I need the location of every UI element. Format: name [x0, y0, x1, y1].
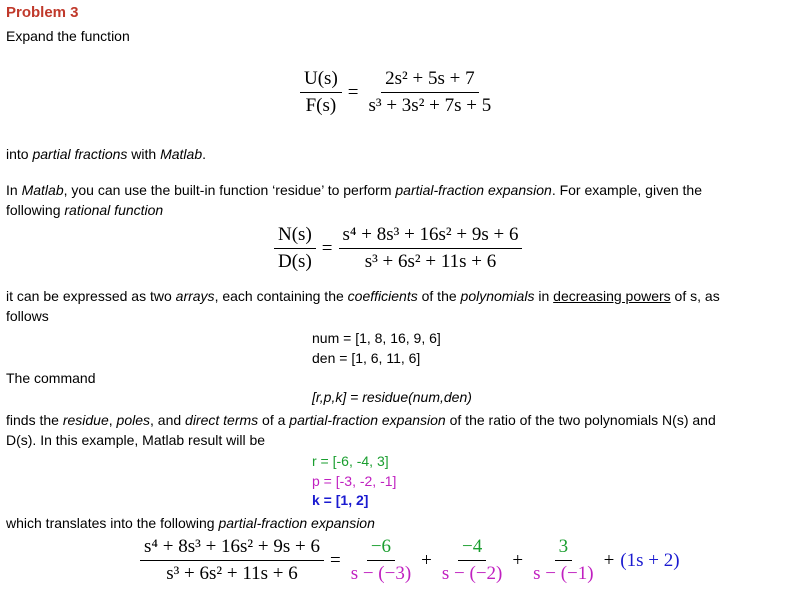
- into-text-a: into: [6, 146, 33, 162]
- eq2-equals: =: [321, 237, 333, 259]
- code-num: num = [1, 8, 16, 9, 6]: [312, 330, 441, 346]
- eq3-t3-num: 3: [555, 536, 573, 561]
- p1-c: , you can use the built-in function ‘residue’ to perform: [63, 182, 396, 198]
- eq3-direct-term: (1s + 2): [620, 549, 680, 571]
- eq3-term-2: [438, 536, 506, 585]
- paragraph-3-line-1: [6, 410, 716, 431]
- into-text-b: partial fractions: [32, 146, 128, 162]
- result-p: p = [-3, -2, -1]: [312, 473, 397, 489]
- eq3-term-1: [347, 536, 415, 585]
- eq3-plus-1: +: [421, 549, 432, 571]
- paragraph-2-line-2: follows: [6, 308, 49, 324]
- eq3-t1-num: −6: [367, 536, 395, 561]
- eq1-lhs-fraction: [300, 68, 342, 117]
- eq3-term-3: [529, 536, 597, 585]
- eq1-equals: =: [347, 81, 359, 103]
- p1-b: Matlab: [21, 182, 64, 198]
- eq1-rhs-den: s³ + 3s² + 7s + 5: [368, 95, 492, 116]
- into-text-c: with: [127, 146, 161, 162]
- p1-e: . For example, given the: [551, 182, 702, 198]
- equation-2: [274, 224, 522, 273]
- eq1-rhs-fraction: [365, 68, 496, 117]
- p3-e: , and: [150, 412, 186, 428]
- eq3-t3-den: s − (−1): [533, 563, 594, 584]
- p2-c: , each containing the: [214, 288, 348, 304]
- eq3-equals: =: [329, 549, 341, 571]
- p4-a: which translates into the following: [6, 515, 219, 531]
- p3-g: of a: [258, 412, 290, 428]
- p2-a: it can be expressed as two: [6, 288, 176, 304]
- p3-a: finds the: [6, 412, 63, 428]
- p2-f: polynomials: [460, 288, 535, 304]
- result-k: k = [1, 2]: [312, 492, 369, 508]
- p3-c: ,: [108, 412, 117, 428]
- p2-g: in: [534, 288, 554, 304]
- p2-b: arrays: [175, 288, 215, 304]
- paragraph-2-line-1: [6, 286, 720, 307]
- p3-i: of the ratio of the two polynomials N(s) and: [445, 412, 716, 428]
- eq3-lhs-num: s⁴ + 8s³ + 16s² + 9s + 6: [140, 536, 324, 561]
- eq2-lhs-fraction: [274, 224, 316, 273]
- eq3-t2-den: s − (−2): [441, 563, 503, 584]
- eq3-lhs-fraction: [140, 536, 324, 585]
- eq3-plus-2: +: [512, 549, 524, 571]
- eq2-rhs-num: s⁴ + 8s³ + 16s² + 9s + 6: [339, 224, 523, 249]
- paragraph-1-line-2: [6, 200, 163, 221]
- p1-d: partial-fraction expansion: [395, 182, 552, 198]
- eq2-rhs-fraction: [339, 224, 523, 273]
- paragraph-1-line-1: [6, 180, 702, 201]
- eq1-rhs-num: 2s² + 5s + 7: [381, 68, 478, 93]
- command-label: The command: [6, 370, 96, 386]
- eq1-lhs-den: F(s): [305, 95, 337, 116]
- into-text-d: Matlab: [160, 146, 203, 162]
- equation-3: [140, 536, 680, 585]
- p1-g: rational function: [64, 202, 164, 218]
- p3-d: poles: [116, 412, 150, 428]
- p2-i: of s, as: [670, 288, 720, 304]
- eq3-plus-3: +: [603, 549, 615, 571]
- p3-h: partial-fraction expansion: [289, 412, 446, 428]
- p1-a: In: [6, 182, 22, 198]
- p4-b: partial-fraction expansion: [218, 515, 375, 531]
- equation-1: [300, 68, 495, 117]
- into-line: [6, 146, 206, 162]
- eq2-rhs-den: s³ + 6s² + 11s + 6: [364, 251, 497, 272]
- eq2-lhs-num: N(s): [274, 224, 316, 249]
- eq3-t1-den: s − (−3): [350, 563, 412, 584]
- eq1-lhs-num: U(s): [300, 68, 342, 93]
- eq3-t2-num: −4: [458, 536, 486, 561]
- p2-e: of the: [417, 288, 461, 304]
- intro-text: Expand the function: [6, 28, 130, 44]
- code-den: den = [1, 6, 11, 6]: [312, 350, 421, 366]
- paragraph-3-line-2: D(s). In this example, Matlab result will be: [6, 432, 266, 448]
- p3-b: residue: [62, 412, 109, 428]
- p2-h: decreasing powers: [553, 288, 671, 304]
- eq2-lhs-den: D(s): [278, 251, 312, 272]
- p2-d: coefficients: [347, 288, 418, 304]
- paragraph-4: [6, 513, 375, 534]
- into-text-e: .: [202, 146, 207, 162]
- problem-heading: Problem 3: [6, 4, 79, 21]
- eq3-lhs-den: s³ + 6s² + 11s + 6: [166, 563, 298, 584]
- command-text: [r,p,k] = residue(num,den): [312, 389, 472, 405]
- result-r: r = [-6, -4, 3]: [312, 453, 389, 469]
- p3-f: direct terms: [185, 412, 259, 428]
- p1-f: following: [6, 202, 65, 218]
